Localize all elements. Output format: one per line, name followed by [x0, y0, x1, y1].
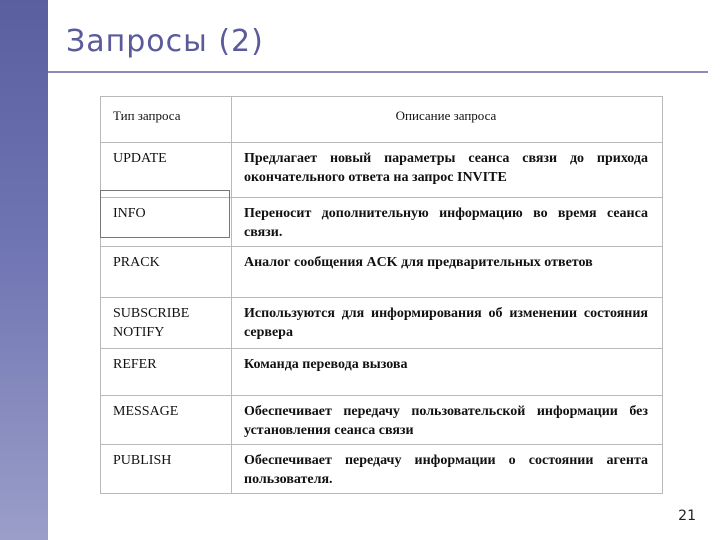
request-description: Обеспечивает передачу информации о состоянии агента пользователя.	[232, 445, 663, 494]
request-type: UPDATE	[101, 143, 232, 198]
request-type: PUBLISH	[101, 445, 232, 494]
requests-table	[100, 96, 663, 494]
table-row	[101, 349, 663, 396]
request-description: Предлагает новый параметры сеанса связи до прихода окончательного ответа на запрос INVITE	[232, 143, 663, 198]
request-type: PRACK	[101, 247, 232, 298]
table-row	[101, 298, 663, 349]
request-description: Переносит дополнительную информацию во время сеанса связи.	[232, 198, 663, 247]
header-type: Тип запроса	[101, 97, 232, 143]
sidebar-decoration	[0, 0, 48, 540]
info-highlight-box	[100, 190, 230, 238]
request-description: Обеспечивает передачу пользовательской информации без установления сеанса связи	[232, 396, 663, 445]
table-row	[101, 396, 663, 445]
request-description: Используются для информирования об изменении состояния сервера	[232, 298, 663, 349]
request-type: INFO	[101, 198, 232, 247]
request-description: Команда перевода вызова	[232, 349, 663, 396]
table-row	[101, 247, 663, 298]
table-header-row	[101, 97, 663, 143]
header-description: Описание запроса	[232, 97, 663, 143]
request-type: REFER	[101, 349, 232, 396]
table-row	[101, 445, 663, 494]
slide-title: Запросы (2)	[66, 24, 264, 59]
request-type: MESSAGE	[101, 396, 232, 445]
page-number: 21	[678, 508, 696, 524]
request-type: SUBSCRIBE NOTIFY	[101, 298, 232, 349]
request-description: Аналог сообщения ACK для предварительных ответов	[232, 247, 663, 298]
title-divider	[48, 71, 708, 73]
